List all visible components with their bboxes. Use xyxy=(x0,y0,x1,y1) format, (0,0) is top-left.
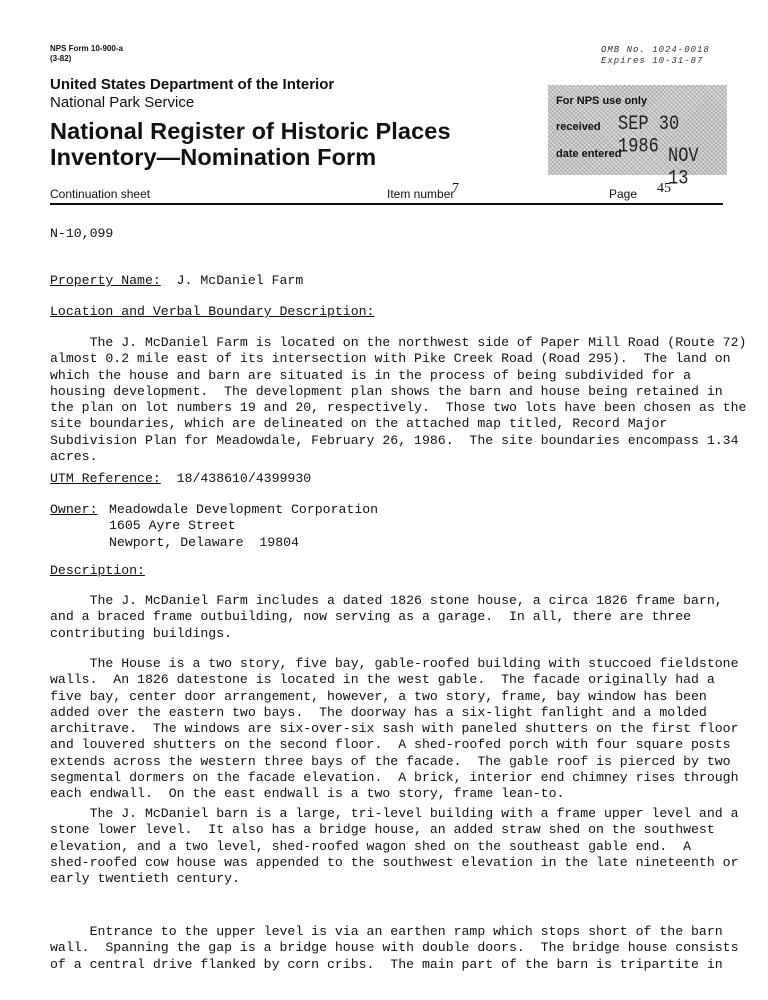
item-number-label: Item number xyxy=(387,187,455,201)
property-name-label: Property Name: xyxy=(50,273,161,288)
department-name: United States Department of the Interior xyxy=(50,76,335,93)
text-line: elevation, and a two level, shed-roofed wagon shed on the southeast gable end. A xyxy=(50,838,692,854)
utm-value: 18/438610/4399930 xyxy=(176,471,312,486)
text-line: wall. Spanning the gap is a bridge house with double doors. The bridge house consists xyxy=(50,940,739,956)
text-line: and a braced frame outbuilding, now serving as a garage. In all, there are three xyxy=(50,609,692,625)
property-name-row xyxy=(50,273,303,289)
owner-line: Meadowdale Development Corporation xyxy=(109,502,379,517)
date-entered-label: date entered xyxy=(556,148,622,160)
received-label: received xyxy=(556,121,601,133)
page-label: Page xyxy=(609,187,638,201)
text-line: five bay, center door arrangement, however, a two story, frame, bay window has been xyxy=(50,688,707,704)
form-title-line1: National Register of Historic Places xyxy=(50,118,451,144)
text-line: extends across the western three bays of the facade. The gable roof is pierced by two xyxy=(50,753,731,769)
date-entered-stamp: NOV 13 xyxy=(668,145,699,191)
text-line: and louvered shutters on the second floor. A shed-roofed porch with four square posts xyxy=(50,737,731,753)
omb-number: OMB No. 1024-0018 xyxy=(601,45,710,55)
owner-line: Newport, Delaware 19804 xyxy=(109,534,299,550)
text-line: acres. xyxy=(50,449,98,465)
text-line: The J. McDaniel Farm includes a dated 1826 stone house, a circa 1826 frame barn, xyxy=(50,593,723,608)
reference-number: N-10,099 xyxy=(50,226,114,241)
text-line: almost 0.2 mile east of its intersection with Pike Creek Road (Road 295). The land on xyxy=(50,351,731,367)
utm-row xyxy=(50,471,311,487)
description-paragraph-1 xyxy=(50,593,723,642)
owner-line: 1605 Ayre Street xyxy=(109,518,236,534)
form-date-text: (3-82) xyxy=(50,54,72,63)
header-rule xyxy=(50,203,723,205)
omb-block xyxy=(601,45,710,67)
text-line: Entrance to the upper level is via an earthen ramp which stops short of the barn xyxy=(50,924,723,939)
text-line: Subdivision Plan for Meadowdale, February 26, 1986. The site boundaries encompass 1.34 xyxy=(50,432,739,448)
service-name: National Park Service xyxy=(50,94,195,111)
location-paragraph xyxy=(50,335,746,465)
text-line: stone lower level. It also has a bridge house, an added straw shed on the southwest xyxy=(50,822,715,838)
utm-label: UTM Reference: xyxy=(50,471,161,486)
text-line: site boundaries, which are delineated on the attached map titled, Record Major xyxy=(50,416,668,432)
page-value: 45 xyxy=(657,181,671,196)
continuation-row xyxy=(50,181,722,202)
omb-expires: Expires 10-31-87 xyxy=(601,56,704,66)
form-number xyxy=(50,44,123,64)
property-name-value: J. McDaniel Farm xyxy=(176,273,304,288)
text-line: segmental dormers on the facade elevation. A brick, interior end chimney rises through xyxy=(50,770,739,786)
text-line: contributing buildings. xyxy=(50,625,233,641)
description-paragraph-2 xyxy=(50,656,739,803)
continuation-sheet-label: Continuation sheet xyxy=(50,187,151,201)
text-line: The J. McDaniel Farm is located on the northwest side of Paper Mill Road (Route 72) xyxy=(50,335,747,350)
text-line: each endwall. On the east endwall is a two story, frame lean-to. xyxy=(50,786,565,802)
text-line: early twentieth century. xyxy=(50,871,240,887)
nps-use-label: For NPS use only xyxy=(556,95,648,107)
text-line: shed-roofed cow house was appended to the southwest elevation in the late nineteenth or xyxy=(50,854,739,870)
received-stamp: SEP 30 1986 xyxy=(618,113,680,159)
text-line: walls. An 1826 datestone is located in the west gable. The facade originally had a xyxy=(50,672,715,688)
location-heading: Location and Verbal Boundary Description: xyxy=(50,304,375,319)
text-line: of a central drive flanked by corn cribs. The main part of the barn is tripartite in xyxy=(50,956,723,972)
text-line: added over the eastern two bays. The doorway has a six-light fanlight and a molded xyxy=(50,704,707,720)
text-line: architrave. The windows are six-over-six sash with paneled shutters on the first floor xyxy=(50,721,739,737)
text-line: which the house and barn are situated is in the process of being subdivided for a xyxy=(50,367,692,383)
text-line: housing development. The development plan shows the barn and house being retained in xyxy=(50,383,723,399)
description-paragraph-3 xyxy=(50,806,739,887)
item-number-value: 7 xyxy=(452,181,459,196)
form-number-text: NPS Form 10-900-a xyxy=(50,44,123,53)
text-line: the plan on lot numbers 19 and 20, respectively. Those two lots have been chosen as the xyxy=(50,400,747,416)
text-line: The J. McDaniel barn is a large, tri-level building with a frame upper level and a xyxy=(50,806,739,821)
description-paragraph-4 xyxy=(50,924,739,973)
owner-address xyxy=(109,502,378,551)
description-heading: Description: xyxy=(50,563,145,578)
owner-label: Owner: xyxy=(50,502,98,517)
form-title-line2: Inventory—Nomination Form xyxy=(50,144,377,170)
text-line: The House is a two story, five bay, gable-roofed building with stuccoed fieldstone xyxy=(50,656,739,671)
